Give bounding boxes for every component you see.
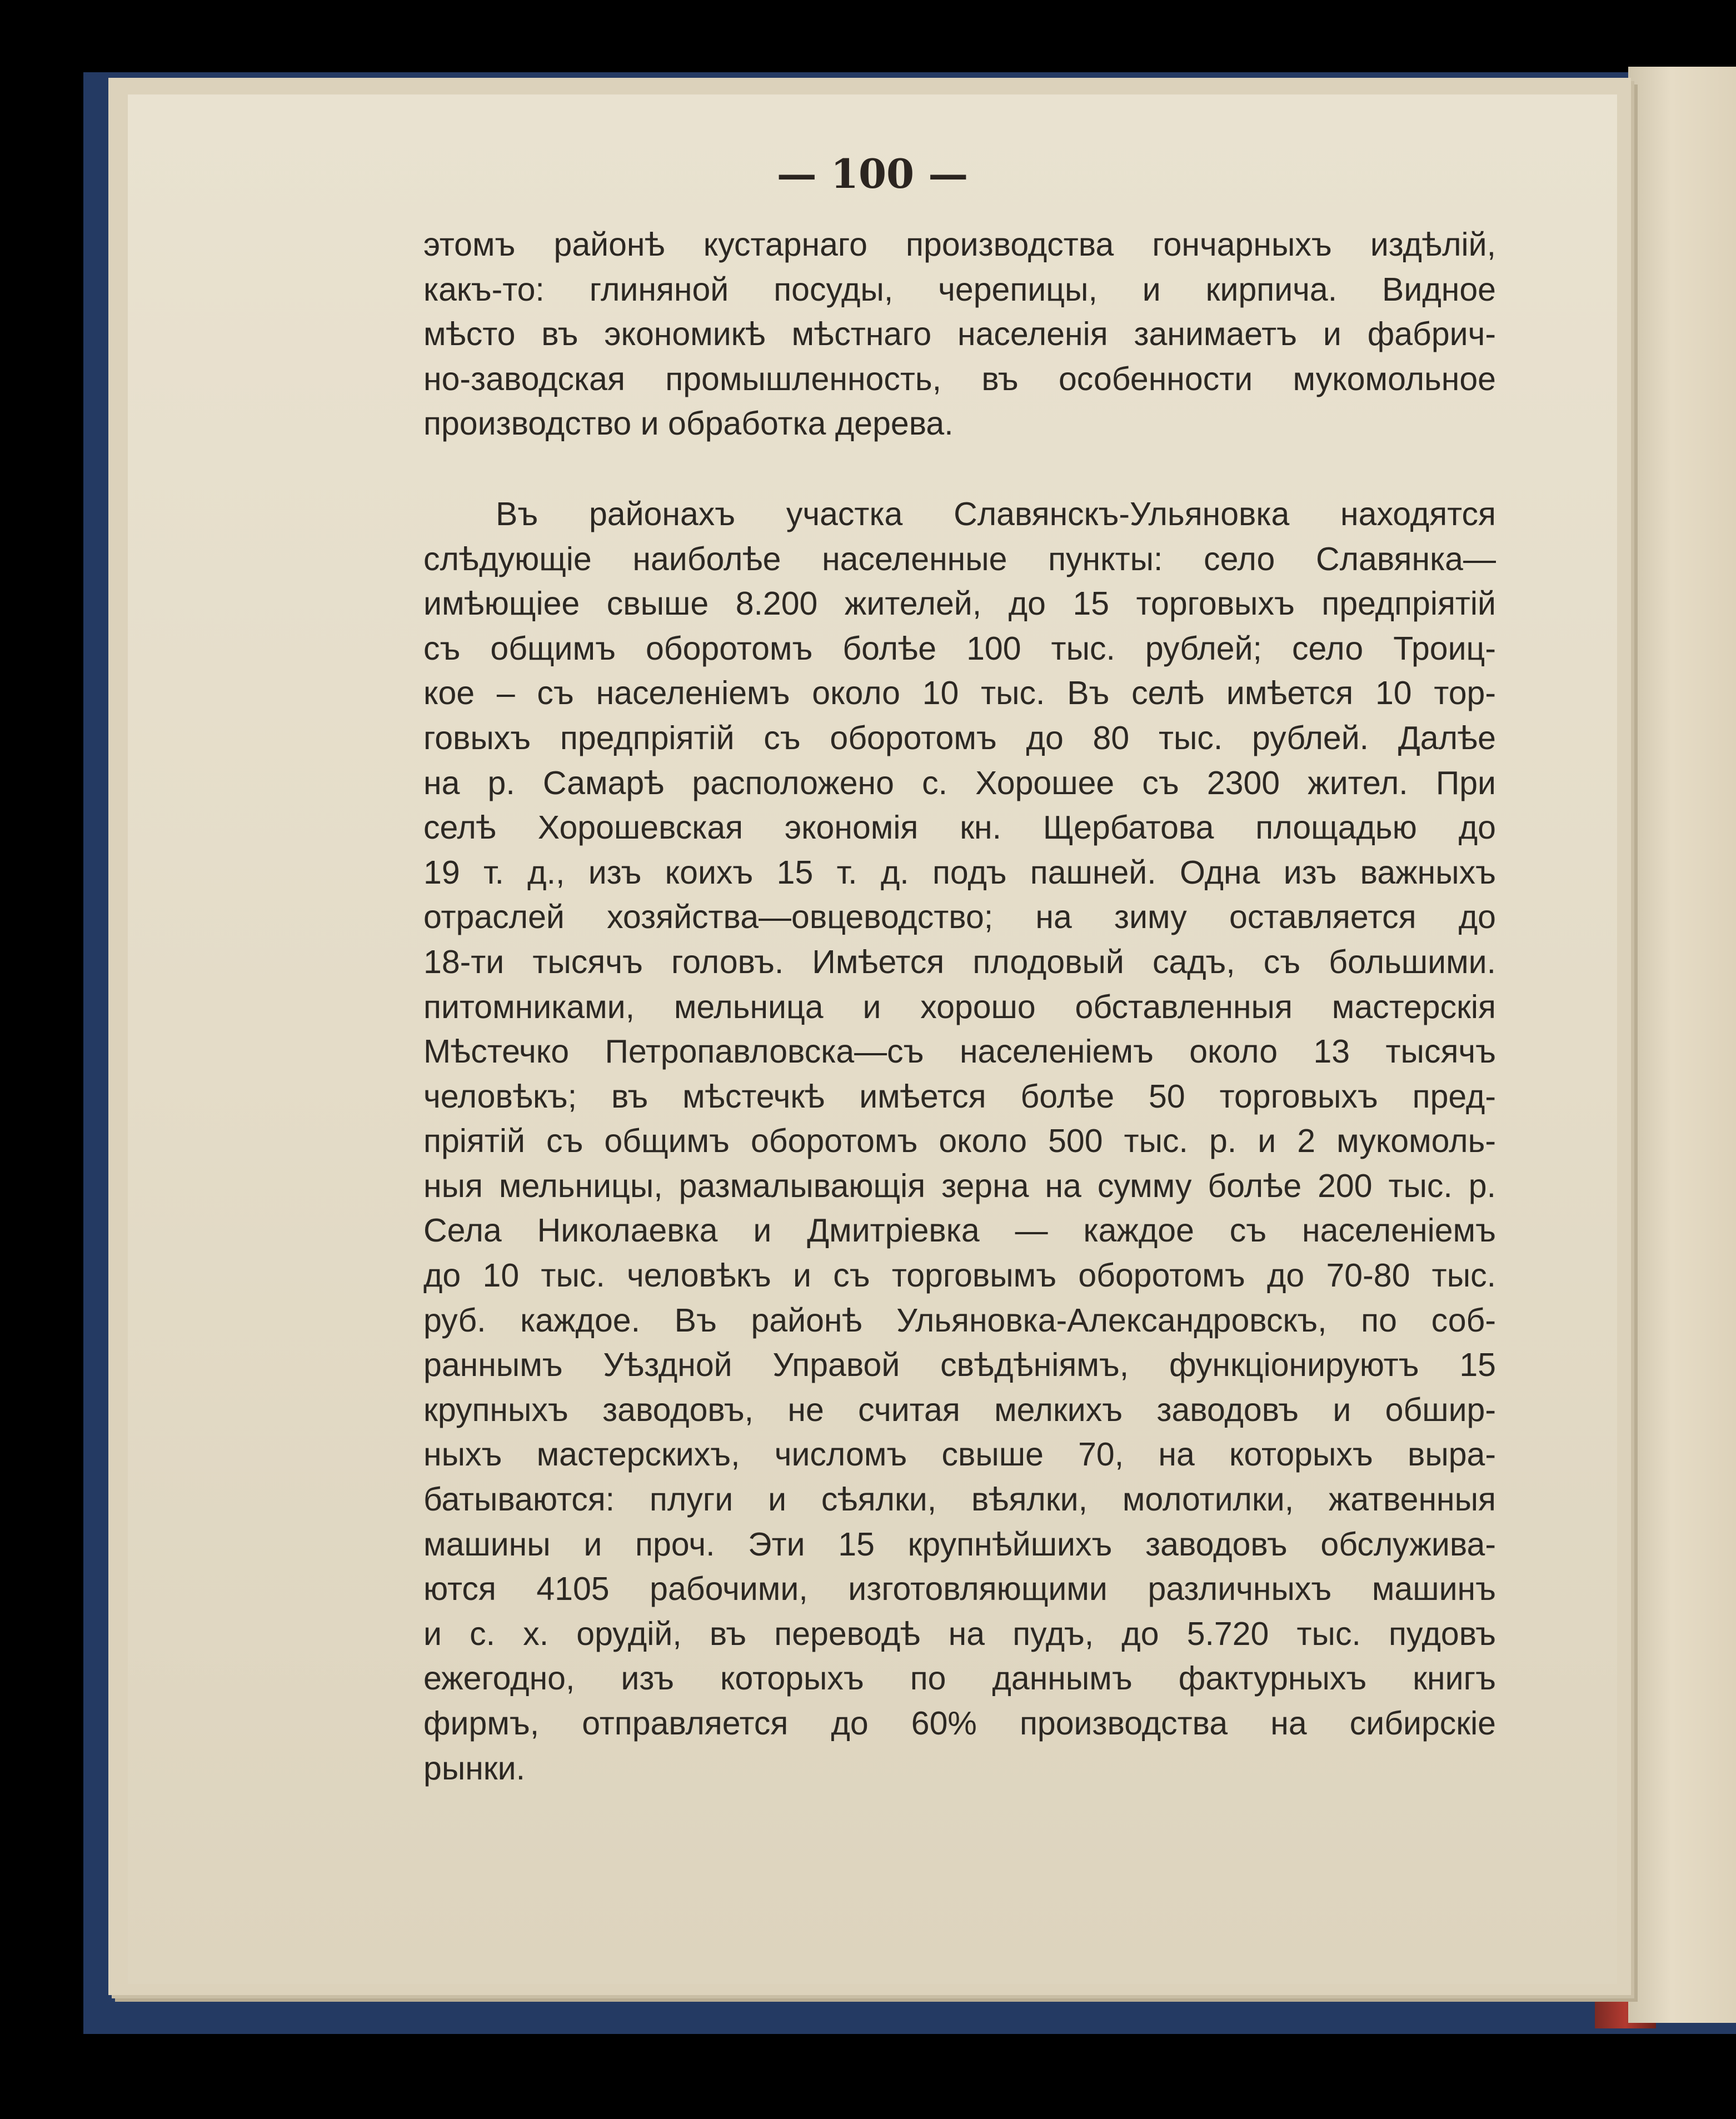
text-line: раннымъ Уѣздной Управой свѣдѣніямъ, функціонируютъ 15 — [423, 1347, 1496, 1384]
page-number: — 100 — — [776, 150, 969, 197]
paragraph-2 — [423, 492, 1496, 1791]
text-line: рынки. — [423, 1749, 525, 1787]
text-line: крупныхъ заводовъ, не считая мелкихъ заводовъ и обшир- — [423, 1391, 1496, 1428]
text-line: до 10 тыс. человѣкъ и съ торговымъ оборотомъ до 70-80 тыс. — [423, 1257, 1496, 1294]
text-line: машины и проч. Эти 15 крупнѣйшихъ заводовъ обслужива- — [423, 1525, 1496, 1563]
text-line: питомниками, мельница и хорошо обставленныя мастерскія — [423, 988, 1496, 1025]
text-line: слѣдующіе наиболѣе населенные пункты: село Славянка— — [423, 540, 1496, 577]
text-line: ежегодно, изъ которыхъ по даннымъ фактурныхъ книгъ — [423, 1660, 1496, 1697]
text-line: Села Николаевка и Дмитріевка — каждое съ населеніемъ — [423, 1212, 1496, 1249]
paragraph-1 — [423, 222, 1496, 446]
text-line: какъ-то: глиняной посуды, черепицы, и кирпича. Видное — [423, 271, 1496, 308]
text-line: ныхъ мастерскихъ, числомъ свыше 70, на которыхъ выра- — [423, 1436, 1496, 1473]
text-line: 19 т. д., изъ коихъ 15 т. д. подъ пашней. Одна изъ важныхъ — [423, 854, 1496, 891]
text-line: батываются: плуги и сѣялки, вѣялки, молотилки, жатвенныя — [423, 1481, 1496, 1518]
text-line: ются 4105 рабочими, изготовляющими различныхъ машинъ — [423, 1570, 1496, 1608]
text-line: на р. Самарѣ расположено с. Хорошее съ 2300 жител. При — [423, 764, 1496, 801]
text-line: кое – съ населеніемъ около 10 тыс. Въ селѣ имѣется 10 тор- — [423, 675, 1496, 712]
text-line: этомъ районѣ кустарнаго производства гончарныхъ издѣлій, — [423, 226, 1496, 263]
text-line: имѣющіее свыше 8.200 жителей, до 15 торговыхъ предпріятій — [423, 585, 1496, 622]
text-line: Въ районахъ участка Славянскъ-Ульяновка находятся — [496, 495, 1496, 532]
book-page — [128, 94, 1617, 1984]
text-line: фирмъ, отправляется до 60% производства на сибирскіе — [423, 1705, 1496, 1742]
text-line: производство и обработка дерева. — [423, 405, 954, 442]
text-line: и с. х. орудій, въ переводѣ на пудъ, до 5.720 тыс. пудовъ — [423, 1615, 1496, 1652]
text-line: отраслей хозяйства—овцеводство; на зиму оставляется до — [423, 899, 1496, 936]
text-line: пріятій съ общимъ оборотомъ около 500 тыс. р. и 2 мукомоль- — [423, 1123, 1496, 1160]
text-line: селѣ Хорошевская экономія кн. Щербатова площадью до — [423, 809, 1496, 846]
text-line: человѣкъ; въ мѣстечкѣ имѣется болѣе 50 торговыхъ пред- — [423, 1078, 1496, 1115]
text-line: ныя мельницы, размалывающія зерна на сумму болѣе 200 тыс. р. — [423, 1167, 1496, 1204]
text-line: руб. каждое. Въ районѣ Ульяновка-Александровскъ, по соб- — [423, 1302, 1496, 1339]
text-line: съ общимъ оборотомъ болѣе 100 тыс. рублей; село Троиц- — [423, 630, 1496, 667]
text-line: мѣсто въ экономикѣ мѣстнаго населенія занимаетъ и фабрич- — [423, 316, 1496, 353]
adjacent-page — [1628, 67, 1736, 2023]
text-line: Мѣстечко Петропавловска—съ населеніемъ около 13 тысячъ — [423, 1033, 1496, 1070]
text-line: 18-ти тысячъ головъ. Имѣется плодовый садъ, съ большими. — [423, 943, 1496, 980]
page-body — [423, 222, 1496, 1791]
text-line: говыхъ предпріятій съ оборотомъ до 80 тыс. рублей. Далѣе — [423, 719, 1496, 756]
text-line: но-заводская промышленность, въ особенности мукомольное — [423, 360, 1496, 397]
